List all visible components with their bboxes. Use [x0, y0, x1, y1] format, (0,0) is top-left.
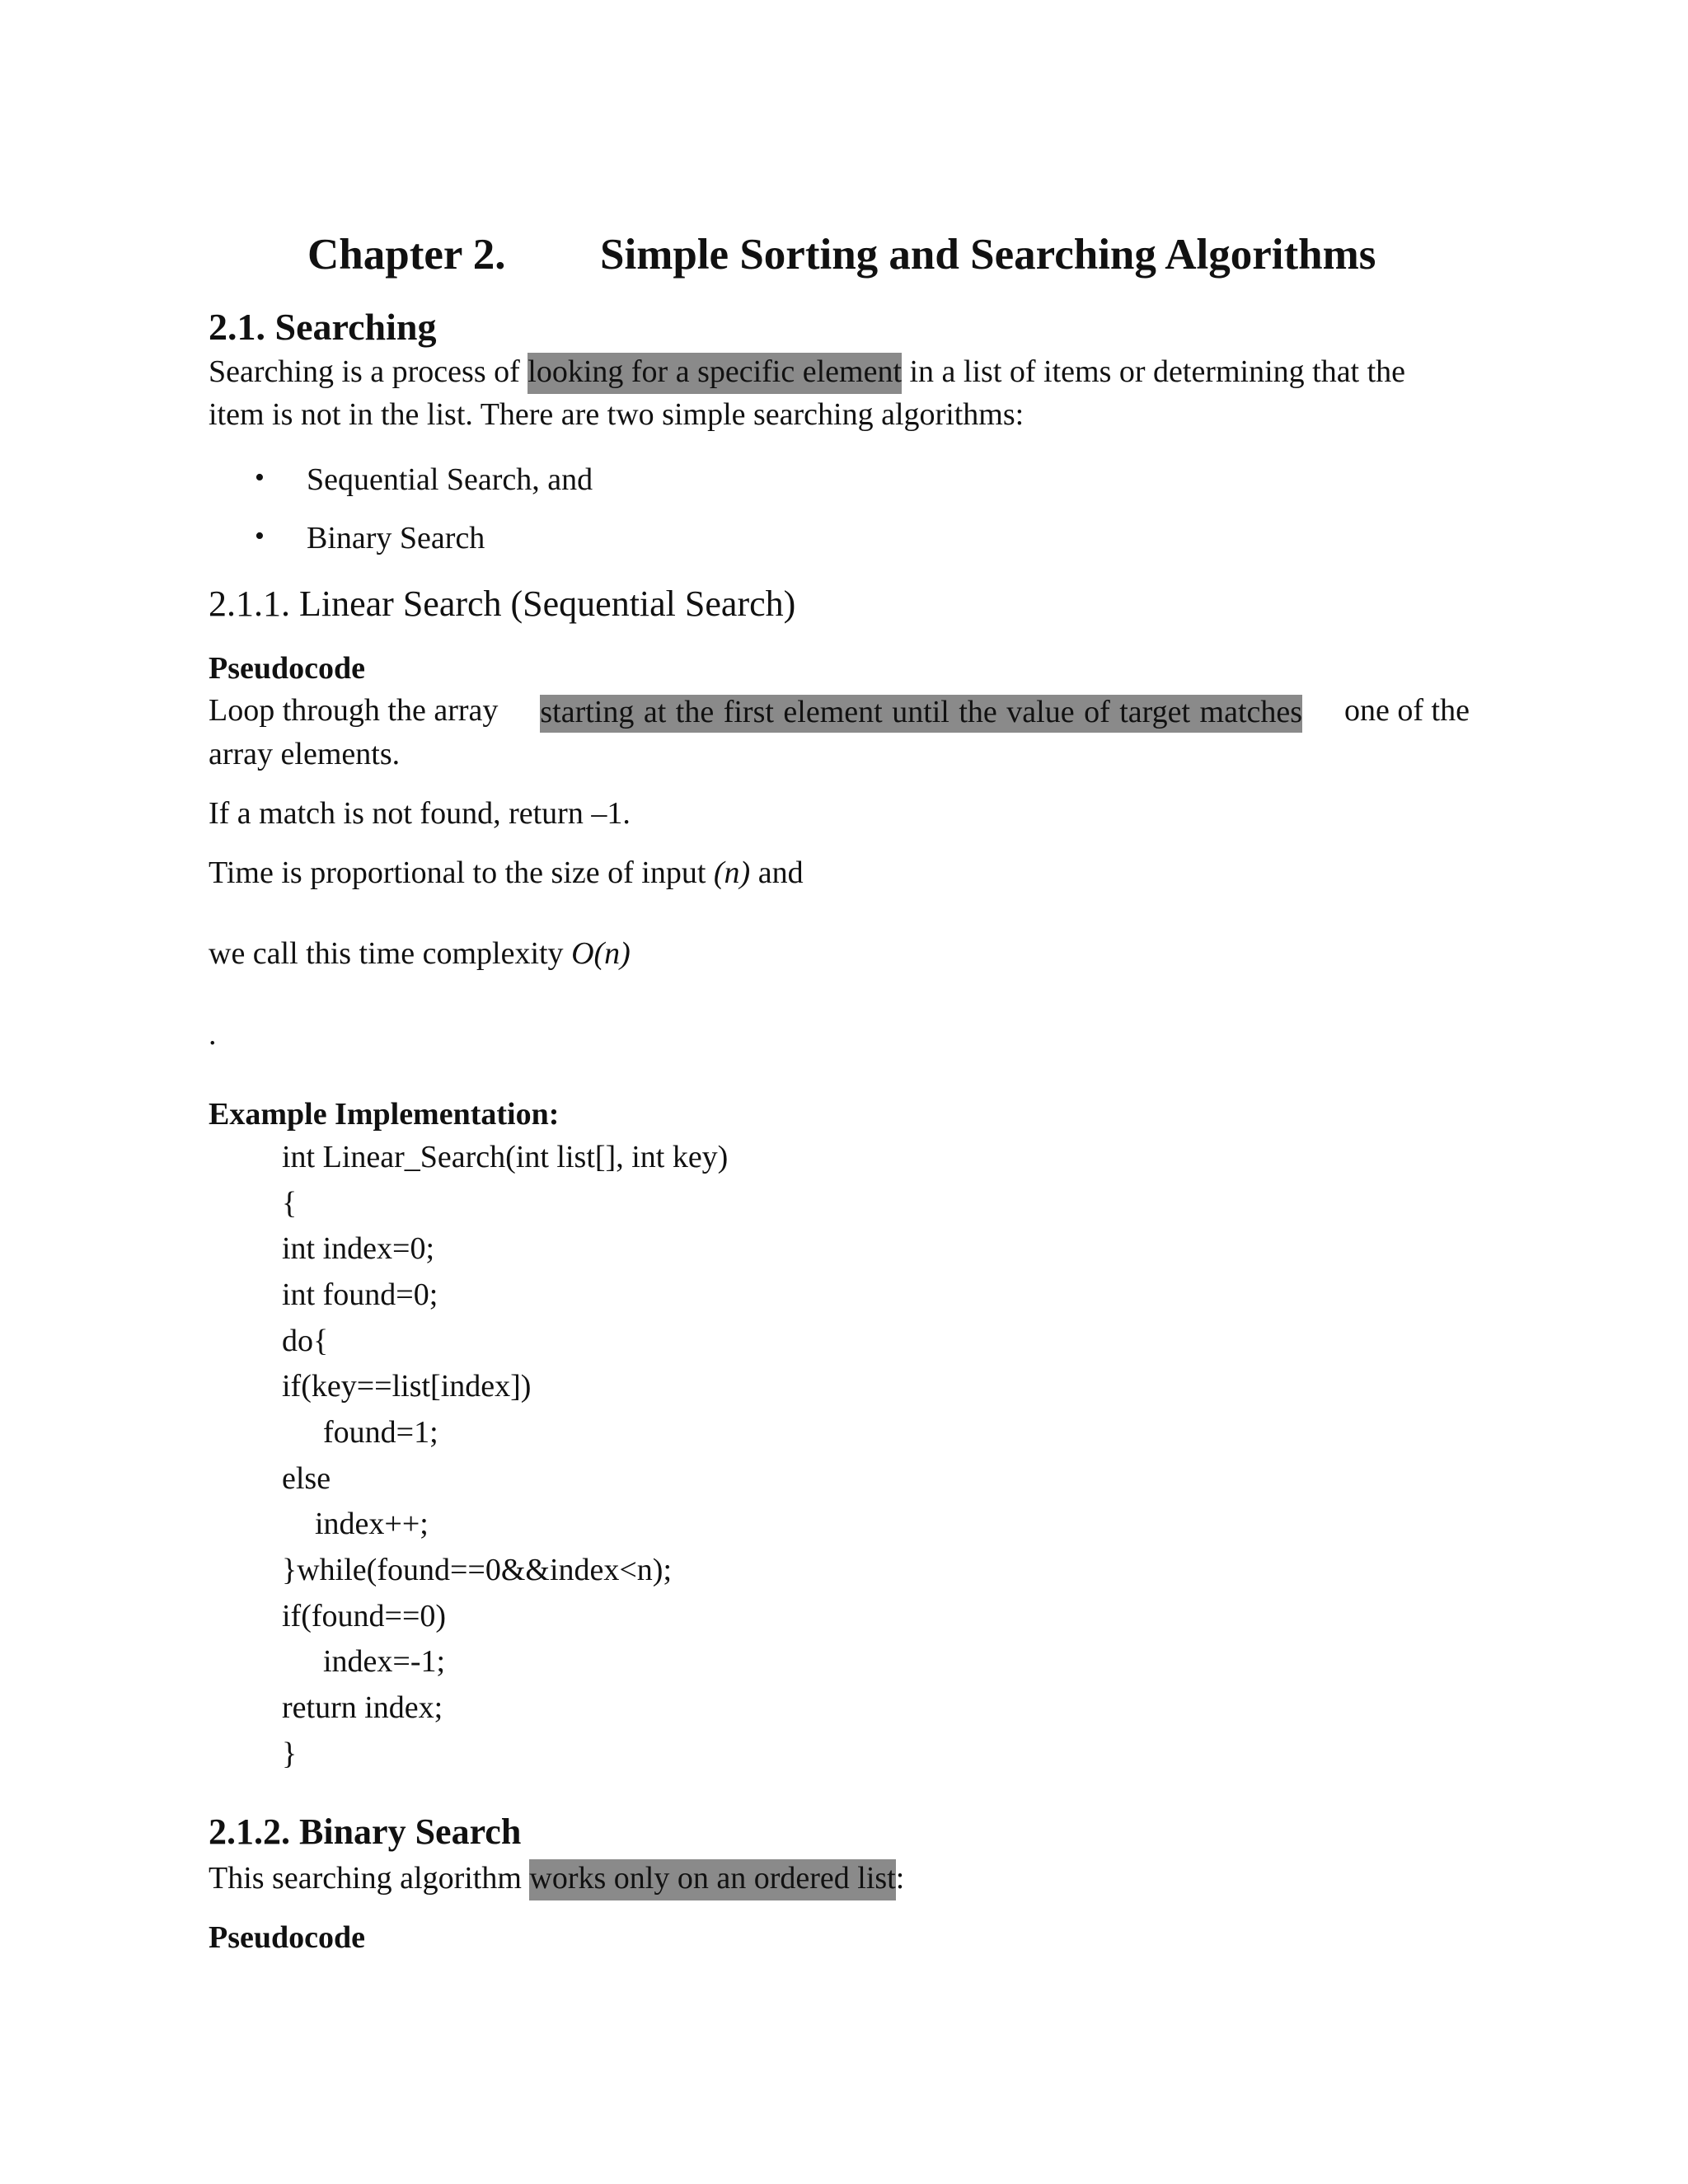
linear-para-before: Loop through the array — [209, 693, 499, 728]
example-implementation-label: Example Implementation: — [209, 1097, 560, 1132]
linear-para-line2: array elements. — [209, 737, 401, 771]
code-line: index=-1; — [323, 1644, 446, 1679]
code-line: found=1; — [323, 1415, 438, 1450]
time-para-n: (n) — [713, 855, 751, 890]
code-line: else — [282, 1461, 331, 1496]
code-line: if(key==list[index]) — [282, 1369, 532, 1404]
code-line: return index; — [282, 1690, 443, 1725]
searching-para-line2: item is not in the list. There are two simple searching algorithms: — [209, 397, 1025, 432]
code-line: { — [282, 1186, 298, 1221]
code-line: int Linear_Search(int list[], int key) — [282, 1140, 729, 1174]
code-line: }while(found==0&&index<n); — [282, 1553, 673, 1587]
binary-search-para — [209, 1863, 904, 1894]
searching-para-line1 — [209, 356, 1470, 387]
time-para-after: and — [750, 855, 804, 890]
code-line: if(found==0) — [282, 1599, 447, 1633]
section-heading-searching: 2.1. Searching — [209, 306, 437, 348]
pseudocode-label: Pseudocode — [209, 651, 365, 686]
binary-para-before: This searching algorithm — [209, 1861, 530, 1896]
chapter-number: Chapter 2. — [307, 231, 506, 279]
section-heading-linear-search: 2.1.1. Linear Search (Sequential Search) — [209, 583, 796, 624]
highlight-ordered-list: works only on an ordered list — [529, 1859, 895, 1900]
complexity-o-n: O(n) — [571, 936, 631, 971]
code-line: int found=0; — [282, 1277, 438, 1312]
code-line: index++; — [315, 1507, 429, 1541]
stray-dot: . — [209, 1017, 217, 1052]
searching-para-after: in a list of items or determining that the — [902, 354, 1406, 389]
code-line: } — [282, 1736, 298, 1771]
searching-para-text — [209, 356, 1405, 387]
not-found-para: If a match is not found, return –1. — [209, 796, 631, 831]
chapter-title: Simple Sorting and Searching Algorithms — [600, 231, 1376, 279]
code-line: do{ — [282, 1324, 329, 1358]
binary-pseudocode-label: Pseudocode — [209, 1920, 365, 1955]
linear-para-line1 — [209, 695, 1470, 733]
time-para-before: Time is proportional to the size of input — [209, 855, 714, 890]
searching-para-before: Searching is a process of — [209, 354, 528, 389]
bullet-icon: • — [255, 521, 265, 551]
time-complexity-para — [209, 938, 631, 969]
complexity-para-before: we call this time complexity — [209, 936, 572, 971]
highlight-looking-for-element: looking for a specific element — [528, 353, 902, 394]
bullet-icon: • — [255, 462, 265, 493]
bullet-item-binary-search: Binary Search — [307, 521, 485, 555]
code-line: int index=0; — [282, 1231, 435, 1266]
linear-para-after: one of the — [1344, 693, 1470, 728]
section-heading-binary-search: 2.1.2. Binary Search — [209, 1811, 522, 1852]
highlight-starting-at-first-element: starting at the first element until the value of target matches — [540, 695, 1302, 733]
binary-para-after: : — [895, 1861, 905, 1896]
time-proportional-para — [209, 857, 804, 888]
bullet-item-sequential-search: Sequential Search, and — [307, 462, 593, 497]
